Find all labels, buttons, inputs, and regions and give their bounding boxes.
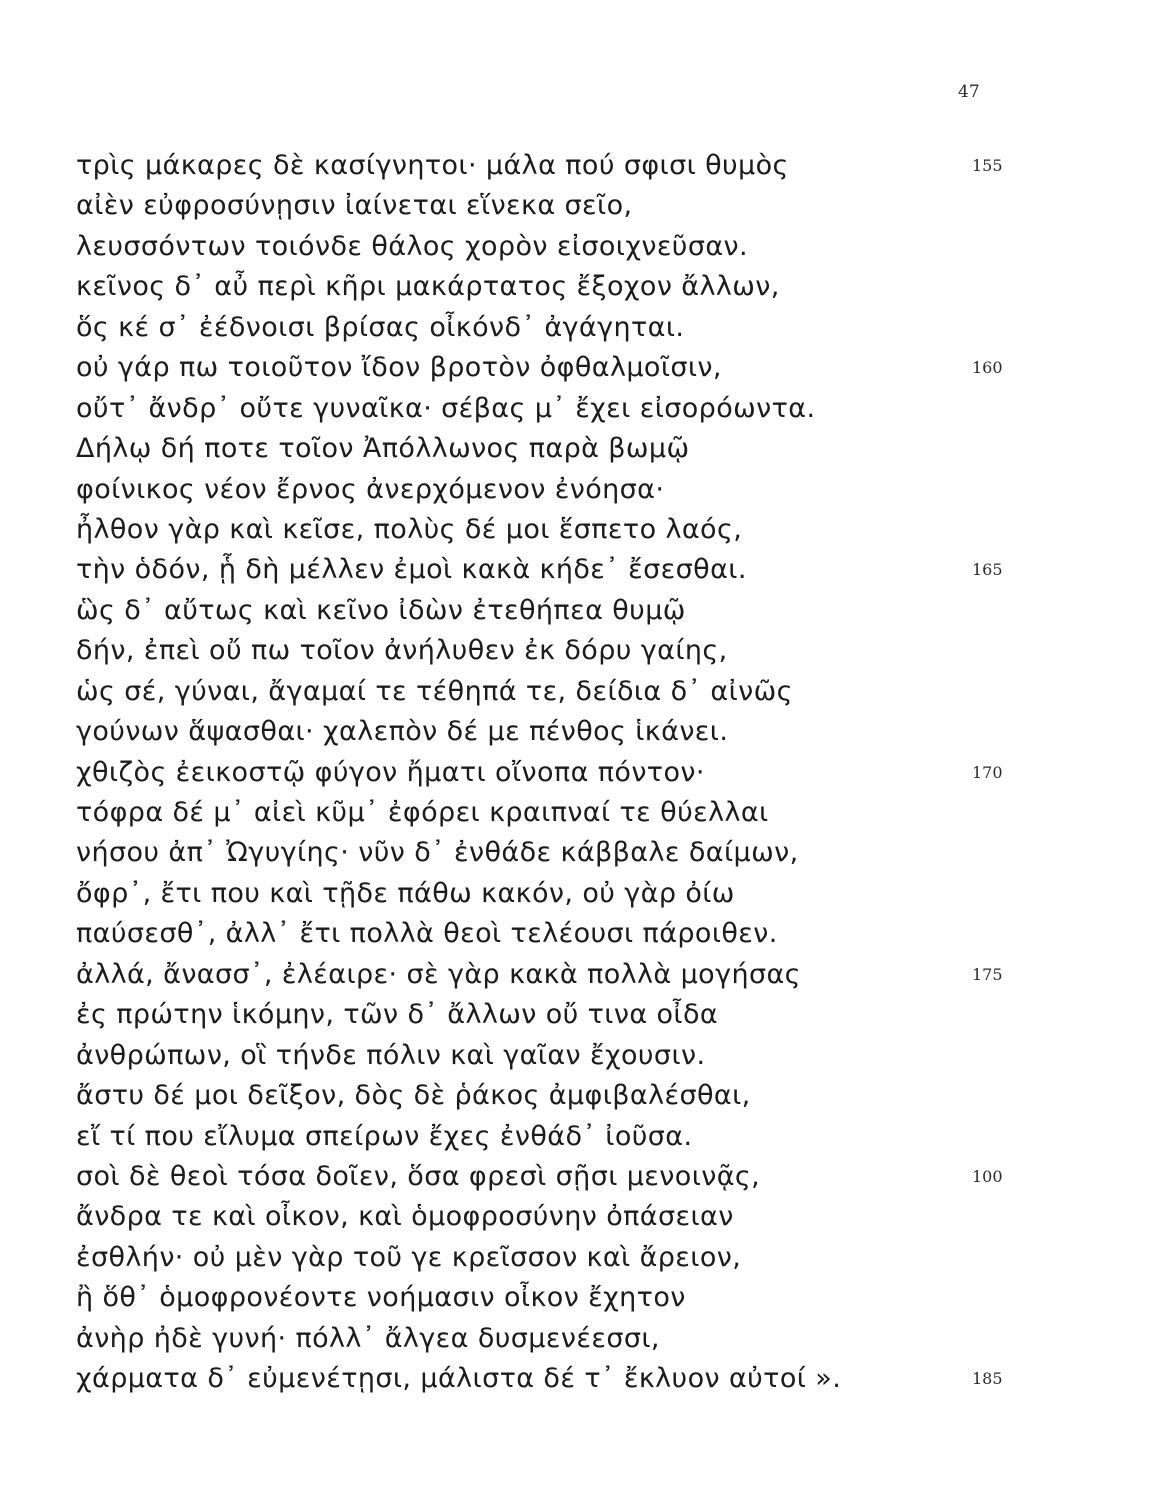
verse-line	[0, 591, 1160, 631]
verse-text: γούνων ἅψασθαι· χαλεπὸν δέ με πένθος ἱκάνει.	[76, 716, 729, 748]
verse-line	[0, 793, 1160, 833]
verse-line	[0, 267, 1160, 307]
verse-line	[0, 672, 1160, 712]
verse-text: οὐ γάρ πω τοιοῦτον ἴδον βροτὸν ὀφθαλμοῖσιν,	[76, 352, 722, 384]
verse-line	[0, 510, 1160, 550]
verse-line	[0, 550, 1160, 590]
verse-text: ἄστυ δέ μοι δεῖξον, δὸς δὲ ῥάκος ἀμφιβαλέσθαι,	[76, 1080, 751, 1112]
verse-text: λευσσόντων τοιόνδε θάλος χορὸν εἰσοιχνεῦσαν.	[76, 230, 749, 262]
verse-text: οὔτ᾽ ἄνδρ᾽ οὔτε γυναῖκα· σέβας μ᾽ ἔχει εἰσορόωντα.	[76, 392, 816, 424]
verse-line	[0, 186, 1160, 226]
verse-text: φοίνικος νέον ἔρνος ἀνερχόμενον ἐνόησα·	[76, 473, 665, 505]
verse-text: ὅς κέ σ᾽ ἐέδνοισι βρίσας οἶκόνδ᾽ ἀγάγηται.	[76, 311, 685, 343]
verse-text: χθιζὸς ἐεικοστῷ φύγον ἤματι οἴνοπα πόντον·	[76, 756, 705, 788]
verse-line	[0, 429, 1160, 469]
verse-line	[0, 833, 1160, 873]
verse-text: ὄφρ᾽, ἔτι που καὶ τῇδε πάθω κακόν, οὐ γὰρ ὀίω	[76, 877, 735, 909]
verse-text: σοὶ δὲ θεοὶ τόσα δοῖεν, ὅσα φρεσὶ σῇσι μενοινᾷς,	[76, 1160, 761, 1192]
verse-text: ὡς σέ, γύναι, ἄγαμαί τε τέθηπά τε, δείδια δ᾽ αἰνῶς	[76, 675, 793, 707]
verse-text: κεῖνος δ᾽ αὖ περὶ κῆρι μακάρτατος ἔξοχον ἄλλων,	[76, 271, 780, 303]
page-number: 47	[958, 82, 980, 102]
verse-line	[0, 389, 1160, 429]
line-number: 100	[972, 1166, 1003, 1186]
verse-line	[0, 1117, 1160, 1157]
verse-block	[0, 146, 1160, 1400]
line-number: 165	[972, 560, 1003, 580]
verse-line	[0, 1197, 1160, 1237]
verse-text: ἀλλά, ἄνασσ᾽, ἐλέαιρε· σὲ γὰρ κακὰ πολλὰ μογήσας	[76, 958, 801, 990]
verse-line	[0, 308, 1160, 348]
verse-text: δήν, ἐπεὶ οὔ πω τοῖον ἀνήλυθεν ἐκ δόρυ γαίης,	[76, 635, 728, 667]
verse-line	[0, 348, 1160, 388]
verse-text: ἀνθρώπων, οἳ τήνδε πόλιν καὶ γαῖαν ἔχουσιν.	[76, 1039, 706, 1071]
verse-line	[0, 1278, 1160, 1318]
verse-line	[0, 1319, 1160, 1359]
verse-text: ἀνὴρ ἠδὲ γυνή· πόλλ᾽ ἄλγεα δυσμενέεσσι,	[76, 1322, 660, 1354]
verse-text: τρὶς μάκαρες δὲ κασίγνητοι· μάλα πού σφισι θυμὸς	[76, 150, 789, 181]
verse-line	[0, 1157, 1160, 1197]
verse-text: παύσεσθ᾽, ἀλλ᾽ ἔτι πολλὰ θεοὶ τελέουσι πάροιθεν.	[76, 918, 778, 950]
line-number: 160	[972, 358, 1003, 378]
verse-line	[0, 1036, 1160, 1076]
verse-line	[0, 874, 1160, 914]
verse-line	[0, 631, 1160, 671]
verse-text: νήσου ἀπ᾽ Ὠγυγίης· νῦν δ᾽ ἐνθάδε κάββαλε δαίμων,	[76, 837, 799, 869]
verse-line	[0, 1238, 1160, 1278]
verse-text: εἴ τί που εἴλυμα σπείρων ἔχες ἐνθάδ᾽ ἰοῦσα.	[76, 1120, 693, 1152]
verse-line	[0, 995, 1160, 1035]
verse-line	[0, 955, 1160, 995]
verse-text: Δήλῳ δή ποτε τοῖον Ἀπόλλωνος παρὰ βωμῷ	[76, 433, 690, 465]
line-number: 185	[972, 1369, 1003, 1389]
verse-text: τόφρα δέ μ᾽ αἰεὶ κῦμ᾽ ἐφόρει κραιπναί τε θύελλαι	[76, 797, 769, 828]
verse-text: ἦλθον γὰρ καὶ κεῖσε, πολὺς δέ μοι ἕσπετο λαός,	[76, 513, 743, 545]
line-number: 155	[972, 156, 1003, 175]
verse-text: ὣς δ᾽ αὔτως καὶ κεῖνο ἰδὼν ἐτεθήπεα θυμῷ	[76, 594, 686, 626]
verse-line	[0, 227, 1160, 267]
verse-text: χάρματα δ᾽ εὐμενέτῃσι, μάλιστα δέ τ᾽ ἔκλυον αὐτοί ».	[76, 1363, 842, 1395]
line-number: 170	[972, 762, 1003, 782]
verse-text: τὴν ὁδόν, ᾗ δὴ μέλλεν ἐμοὶ κακὰ κήδε᾽ ἔσεσθαι.	[76, 554, 747, 586]
verse-text: ἄνδρα τε καὶ οἶκον, καὶ ὁμοφροσύνην ὀπάσειαν	[76, 1201, 734, 1233]
verse-text: αἰὲν εὐφροσύνῃσιν ἰαίνεται εἵνεκα σεῖο,	[76, 190, 633, 222]
verse-line	[0, 914, 1160, 954]
verse-line	[0, 146, 1160, 186]
verse-line	[0, 1076, 1160, 1116]
verse-text: ἐσθλήν· οὐ μὲν γὰρ τοῦ γε κρεῖσσον καὶ ἄρειον,	[76, 1241, 742, 1273]
verse-line	[0, 753, 1160, 793]
verse-line	[0, 712, 1160, 752]
verse-text: ἐς πρώτην ἱκόμην, τῶν δ᾽ ἄλλων οὔ τινα οἶδα	[76, 999, 719, 1031]
verse-line	[0, 1359, 1160, 1399]
line-number: 175	[972, 964, 1003, 984]
verse-text: ἢ ὅθ᾽ ὁμοφρονέοντε νοήμασιν οἶκον ἔχητον	[76, 1282, 686, 1314]
verse-line	[0, 470, 1160, 510]
